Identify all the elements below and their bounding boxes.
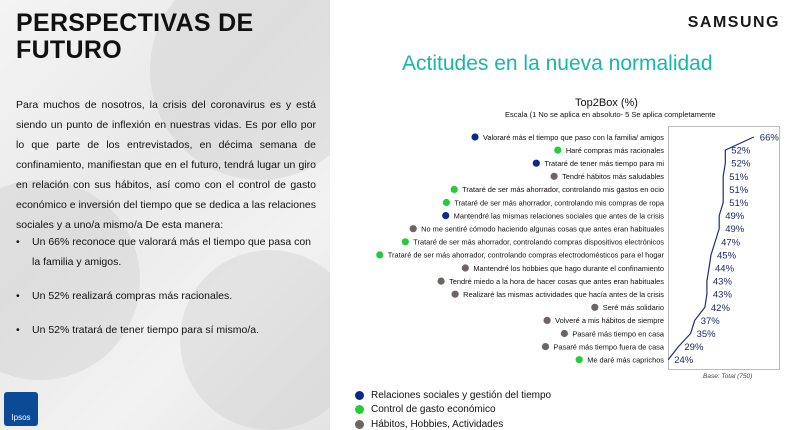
data-label: 47% (721, 237, 741, 249)
category-label: Valoraré más el tiempo que paso con la familia/ amigos (482, 132, 664, 142)
base-note: Base: Total (750) (703, 373, 753, 380)
data-label: 52% (731, 158, 751, 170)
category-label: Volveré a mis hábitos de siempre (555, 316, 664, 326)
legend-label: Hábitos, Hobbies, Actividades (371, 418, 504, 430)
category-dot (561, 330, 568, 337)
category-label: Trataré de ser más ahorrador, controlando compras dispositivos electrónicos (413, 237, 664, 247)
category-dot (452, 291, 459, 298)
legend-dot-icon (355, 405, 364, 414)
data-label: 43% (712, 289, 732, 301)
category-label: Trataré de ser más ahorrador, controlando mis compras de ropa (454, 198, 664, 208)
legend-item-social (355, 388, 551, 403)
metric-title: Top2Box (%) (575, 97, 638, 109)
category-label: Realizaré las mismas actividades que hacía antes de la crisis (463, 290, 664, 299)
intro-paragraph: Para muchos de nosotros, la crisis del coronavirus es y está siendo un punto de inflexión en nuestras vidas. Es por ello por lo que parte de los entrevistados, en décima semana de confinamiento, manifiestan que en el futuro, tendrá lugar un giro en relación con sus hábitos, así como con el control de gasto económico e inversión del tiempo que se dedica a las relaciones sociales y a uno/a mismo/a De esta manera: (16, 99, 317, 231)
category-dot (576, 356, 583, 363)
data-label: 44% (715, 263, 735, 275)
category-label: Me daré más caprichos (587, 355, 664, 365)
data-label: 49% (725, 224, 745, 236)
legend-label: Control de gasto económico (371, 404, 496, 416)
legend-dot-icon (355, 391, 364, 400)
bullet-dot-icon: • (16, 324, 20, 336)
data-label: 45% (717, 250, 737, 262)
category-label: No me sentiré cómodo haciendo algunas cosas que antes eran habituales (421, 224, 664, 234)
samsung-logo: SAMSUNG (687, 14, 780, 31)
data-label: 52% (731, 145, 751, 157)
data-label: 49% (725, 211, 745, 223)
data-label: 51% (729, 198, 749, 209)
legend-dot-icon (355, 420, 364, 429)
legend-item-economic (355, 403, 551, 418)
category-dot (551, 173, 558, 180)
legend (355, 388, 551, 430)
data-label: 51% (729, 171, 749, 183)
page-title: PERSPECTIVAS DE FUTURO (16, 9, 254, 64)
category-dot (542, 343, 549, 350)
category-dot (442, 212, 449, 219)
category-label: Tendré hábitos más saludables (562, 172, 664, 182)
category-dot (443, 199, 450, 206)
bullet-dot-icon: • (16, 290, 20, 302)
bullet-dot-icon: • (16, 236, 20, 248)
category-dot (410, 225, 417, 232)
category-label: Trataré de ser más ahorrador, controlando mis gastos en ocio (462, 185, 664, 195)
category-dot (471, 133, 478, 140)
category-label: Trataré de tener más tiempo para mi (544, 159, 664, 168)
chart-title: Actitudes en la nueva normalidad (402, 52, 713, 75)
category-dot (544, 317, 551, 324)
data-label: 24% (674, 355, 694, 367)
bullet-text: Un 52% realizará compras más racionales. (32, 290, 233, 302)
category-dot (376, 251, 383, 258)
category-dot (462, 264, 469, 271)
category-label: Trataré de ser más ahorrador, controlando compras electrodomésticos para el hogar (387, 250, 664, 260)
category-dot (451, 186, 458, 193)
data-label: 29% (684, 342, 704, 354)
data-label: 43% (712, 276, 732, 288)
category-label: Mantendré las mismas relaciones sociales que antes de la crisis (453, 211, 664, 221)
data-label: 51% (729, 184, 749, 196)
category-label: Pasaré más tiempo en casa (572, 329, 664, 339)
bullet-text: Un 52% tratará de tener tiempo para sí mismo/a. (32, 324, 260, 336)
category-dot (533, 160, 540, 167)
category-label: Tendré miedo a la hora de hacer cosas que antes eran habituales (449, 276, 664, 286)
category-label: Haré compras más racionales (565, 145, 664, 155)
category-dot (591, 304, 598, 311)
legend-label: Relaciones sociales y gestión del tiempo (371, 389, 552, 401)
category-dot (438, 278, 445, 285)
bullet-text: Un 66% reconoce que valorará más el tiempo que pasa con la familia y amigos. (32, 236, 311, 268)
legend-item-habits (355, 417, 551, 430)
data-label: 35% (696, 329, 716, 340)
data-label: 42% (710, 302, 730, 314)
metric-subtitle: Escala (1 No se aplica en absoluto- 5 Se aplica completamente (505, 110, 716, 119)
ipsos-logo: Ipsos (4, 392, 38, 426)
category-label: Mantendré los hobbies que hago durante el confinamiento (473, 263, 664, 273)
category-label: Pasaré más tiempo fuera de casa (553, 342, 664, 352)
category-label: Seré más solidario (602, 303, 664, 313)
category-dot (402, 238, 409, 245)
data-label: 37% (700, 315, 720, 327)
category-dot (554, 147, 561, 154)
data-label: 66% (759, 132, 779, 144)
